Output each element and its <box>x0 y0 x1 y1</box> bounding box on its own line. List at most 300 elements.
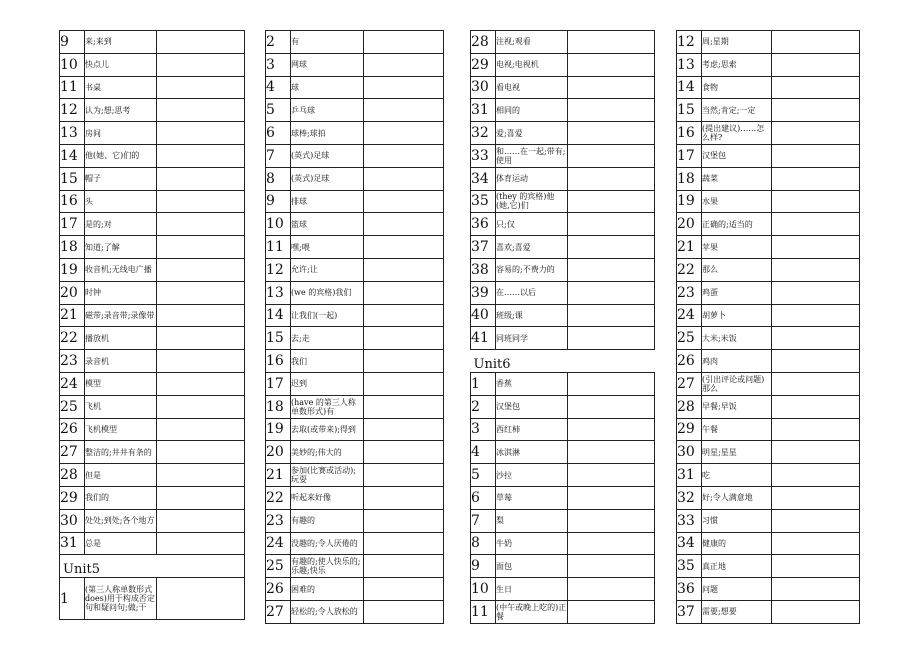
item-number: 39 <box>471 281 496 304</box>
table-row <box>266 236 444 259</box>
item-number: 17 <box>677 144 702 167</box>
item-number: 18 <box>266 395 291 418</box>
answer-blank[interactable] <box>364 350 444 373</box>
answer-blank[interactable] <box>364 509 444 532</box>
chinese-meaning: 我们 <box>291 350 364 373</box>
item-number: 36 <box>677 578 702 601</box>
chinese-meaning: 相同的 <box>496 99 568 122</box>
chinese-meaning: 总是 <box>85 532 157 555</box>
chinese-meaning: 处处;到处;各个地方 <box>85 509 157 532</box>
chinese-meaning: 认为;想;思考 <box>85 99 157 122</box>
item-number: 32 <box>471 122 496 145</box>
table-row <box>471 281 655 304</box>
answer-blank[interactable] <box>772 509 860 532</box>
table-row <box>471 509 655 532</box>
answer-blank[interactable] <box>157 327 245 350</box>
item-number: 32 <box>677 486 702 509</box>
answer-blank[interactable] <box>568 509 655 532</box>
answer-blank[interactable] <box>157 122 245 145</box>
answer-blank[interactable] <box>772 441 860 464</box>
item-number: 33 <box>471 144 496 167</box>
table-row <box>60 190 245 213</box>
table-row <box>677 304 860 327</box>
chinese-meaning: 健康的 <box>702 532 772 555</box>
item-number: 16 <box>60 190 85 213</box>
answer-blank[interactable] <box>157 509 245 532</box>
answer-blank[interactable] <box>157 578 245 620</box>
answer-blank[interactable] <box>568 395 655 418</box>
chinese-meaning: 只;仅 <box>496 213 568 236</box>
chinese-meaning: 看电视 <box>496 76 568 99</box>
chinese-meaning: 来;来到 <box>85 31 157 54</box>
answer-blank[interactable] <box>364 53 444 76</box>
table-row <box>266 441 444 464</box>
table-row <box>266 53 444 76</box>
table-row <box>677 555 860 578</box>
answer-blank[interactable] <box>157 464 245 487</box>
answer-blank[interactable] <box>157 395 245 418</box>
chinese-meaning: 大米;米饭 <box>702 327 772 350</box>
item-number: 9 <box>266 190 291 213</box>
answer-blank[interactable] <box>157 304 245 327</box>
answer-blank[interactable] <box>568 372 655 395</box>
table-row <box>471 304 655 327</box>
answer-blank[interactable] <box>364 144 444 167</box>
item-number: 13 <box>677 53 702 76</box>
answer-blank[interactable] <box>568 327 655 350</box>
item-number: 9 <box>60 31 85 54</box>
answer-blank[interactable] <box>364 600 444 623</box>
chinese-meaning: 轻松的;令人放松的 <box>291 600 364 623</box>
answer-blank[interactable] <box>772 144 860 167</box>
chinese-meaning: 早餐;早饭 <box>702 395 772 418</box>
item-number: 9 <box>471 555 496 578</box>
answer-blank[interactable] <box>364 236 444 259</box>
answer-blank[interactable] <box>772 236 860 259</box>
chinese-meaning: 但是 <box>85 464 157 487</box>
table-row <box>60 327 245 350</box>
chinese-meaning: (have 的第三人称单数形式)有 <box>291 395 364 418</box>
answer-blank[interactable] <box>364 418 444 441</box>
chinese-meaning: 生日 <box>496 578 568 601</box>
chinese-meaning: (第三人称单数形式 does)用于构成否定句和疑问句;做;干 <box>85 578 157 620</box>
item-number: 15 <box>677 99 702 122</box>
answer-blank[interactable] <box>364 532 444 555</box>
chinese-meaning: (英式)足球 <box>291 144 364 167</box>
table-row <box>677 418 860 441</box>
answer-blank[interactable] <box>568 464 655 487</box>
item-number: 37 <box>471 236 496 259</box>
item-number: 20 <box>266 441 291 464</box>
table-row <box>471 236 655 259</box>
table-row <box>677 31 860 54</box>
unit-heading-row <box>60 555 245 578</box>
unit-heading: Unit5 <box>60 555 245 578</box>
chinese-meaning: 飞机 <box>85 395 157 418</box>
chinese-meaning: 播放机 <box>85 327 157 350</box>
answer-blank[interactable] <box>157 31 245 54</box>
chinese-meaning: 有趣的;使人快乐的;乐趣;快乐 <box>291 555 364 578</box>
vocab-column-3 <box>470 30 655 624</box>
table-row <box>60 76 245 99</box>
table-row <box>266 578 444 601</box>
item-number: 26 <box>60 418 85 441</box>
item-number: 30 <box>60 509 85 532</box>
chinese-meaning: 头 <box>85 190 157 213</box>
table-row <box>677 144 860 167</box>
answer-blank[interactable] <box>364 372 444 395</box>
vocab-table <box>59 30 245 620</box>
item-number: 16 <box>266 350 291 373</box>
table-row <box>677 258 860 281</box>
chinese-meaning: 问题 <box>702 578 772 601</box>
table-row <box>471 532 655 555</box>
answer-blank[interactable] <box>157 532 245 555</box>
chinese-meaning: 迟到 <box>291 372 364 395</box>
table-row <box>471 190 655 213</box>
chinese-meaning: 我们的 <box>85 486 157 509</box>
answer-blank[interactable] <box>364 464 444 487</box>
answer-blank[interactable] <box>568 578 655 601</box>
item-number: 25 <box>266 555 291 578</box>
table-row <box>60 350 245 373</box>
item-number: 23 <box>60 350 85 373</box>
table-row <box>266 532 444 555</box>
item-number: 5 <box>471 464 496 487</box>
table-row <box>471 578 655 601</box>
table-row <box>60 441 245 464</box>
answer-blank[interactable] <box>157 99 245 122</box>
table-row <box>60 464 245 487</box>
answer-blank[interactable] <box>772 213 860 236</box>
answer-blank[interactable] <box>772 122 860 145</box>
chinese-meaning: 苹果 <box>702 236 772 259</box>
chinese-meaning: 午餐 <box>702 418 772 441</box>
answer-blank[interactable] <box>568 258 655 281</box>
table-row <box>471 418 655 441</box>
item-number: 25 <box>60 395 85 418</box>
vocab-table <box>265 30 444 624</box>
answer-blank[interactable] <box>364 327 444 350</box>
answer-blank[interactable] <box>364 122 444 145</box>
answer-blank[interactable] <box>772 31 860 54</box>
table-row <box>266 600 444 623</box>
item-number: 28 <box>471 31 496 54</box>
item-number: 15 <box>60 167 85 190</box>
answer-blank[interactable] <box>364 441 444 464</box>
answer-blank[interactable] <box>772 99 860 122</box>
item-number: 28 <box>60 464 85 487</box>
table-row <box>471 99 655 122</box>
answer-blank[interactable] <box>568 190 655 213</box>
answer-blank[interactable] <box>364 258 444 281</box>
answer-blank[interactable] <box>568 532 655 555</box>
answer-blank[interactable] <box>157 258 245 281</box>
chinese-meaning: 时钟 <box>85 281 157 304</box>
item-number: 2 <box>266 31 291 54</box>
table-row <box>60 144 245 167</box>
table-row <box>471 372 655 395</box>
answer-blank[interactable] <box>364 578 444 601</box>
chinese-meaning: 有 <box>291 31 364 54</box>
chinese-meaning: 在……以后 <box>496 281 568 304</box>
chinese-meaning: 球 <box>291 76 364 99</box>
chinese-meaning: 牛奶 <box>496 532 568 555</box>
chinese-meaning: 真正地 <box>702 555 772 578</box>
answer-blank[interactable] <box>772 578 860 601</box>
item-number: 35 <box>677 555 702 578</box>
table-row <box>266 122 444 145</box>
chinese-meaning: 排球 <box>291 190 364 213</box>
answer-blank[interactable] <box>772 281 860 304</box>
chinese-meaning: 习惯 <box>702 509 772 532</box>
chinese-meaning: 嘿;喂 <box>291 236 364 259</box>
item-number: 10 <box>471 578 496 601</box>
chinese-meaning: 困难的 <box>291 578 364 601</box>
answer-blank[interactable] <box>568 418 655 441</box>
answer-blank[interactable] <box>772 555 860 578</box>
table-row <box>677 486 860 509</box>
answer-blank[interactable] <box>568 31 655 54</box>
chinese-meaning: 允许;让 <box>291 258 364 281</box>
table-row <box>266 31 444 54</box>
vocab-table <box>470 30 655 624</box>
answer-blank[interactable] <box>772 464 860 487</box>
answer-blank[interactable] <box>157 281 245 304</box>
answer-blank[interactable] <box>157 418 245 441</box>
answer-blank[interactable] <box>364 555 444 578</box>
item-number: 30 <box>677 441 702 464</box>
answer-blank[interactable] <box>157 190 245 213</box>
item-number: 14 <box>266 304 291 327</box>
item-number: 11 <box>60 76 85 99</box>
answer-blank[interactable] <box>157 486 245 509</box>
answer-blank[interactable] <box>364 304 444 327</box>
chinese-meaning: 需要;想要 <box>702 600 772 623</box>
item-number: 6 <box>471 486 496 509</box>
chinese-meaning: (引出评论或问题)那么 <box>702 372 772 395</box>
table-row <box>677 190 860 213</box>
answer-blank[interactable] <box>568 600 655 623</box>
item-number: 40 <box>471 304 496 327</box>
table-row <box>266 509 444 532</box>
item-number: 22 <box>60 327 85 350</box>
chinese-meaning: 喜欢;喜爱 <box>496 236 568 259</box>
chinese-meaning: 和……在一起;带有;使用 <box>496 144 568 167</box>
table-row <box>471 395 655 418</box>
table-row <box>677 167 860 190</box>
chinese-meaning: 好;令人满意地 <box>702 486 772 509</box>
chinese-meaning: 是的;对 <box>85 213 157 236</box>
item-number: 36 <box>471 213 496 236</box>
answer-blank[interactable] <box>364 213 444 236</box>
answer-blank[interactable] <box>568 555 655 578</box>
answer-blank[interactable] <box>568 304 655 327</box>
table-row <box>60 395 245 418</box>
chinese-meaning: 汉堡包 <box>496 395 568 418</box>
chinese-meaning: 西红柿 <box>496 418 568 441</box>
chinese-meaning: (中午或晚上吃的)正餐 <box>496 600 568 623</box>
answer-blank[interactable] <box>772 190 860 213</box>
chinese-meaning: 网球 <box>291 53 364 76</box>
table-row <box>60 236 245 259</box>
answer-blank[interactable] <box>157 144 245 167</box>
chinese-meaning: (英式)足球 <box>291 167 364 190</box>
answer-blank[interactable] <box>364 190 444 213</box>
answer-blank[interactable] <box>157 441 245 464</box>
chinese-meaning: 考虑;思索 <box>702 53 772 76</box>
answer-blank[interactable] <box>568 144 655 167</box>
answer-blank[interactable] <box>568 122 655 145</box>
item-number: 6 <box>266 122 291 145</box>
table-row <box>266 304 444 327</box>
answer-blank[interactable] <box>772 418 860 441</box>
item-number: 14 <box>60 144 85 167</box>
item-number: 19 <box>60 258 85 281</box>
item-number: 1 <box>471 372 496 395</box>
answer-blank[interactable] <box>364 395 444 418</box>
chinese-meaning: 容易的;不费力的 <box>496 258 568 281</box>
table-row <box>677 236 860 259</box>
answer-blank[interactable] <box>568 99 655 122</box>
table-row <box>471 327 655 350</box>
table-row <box>60 281 245 304</box>
table-row <box>471 258 655 281</box>
answer-blank[interactable] <box>157 236 245 259</box>
item-number: 38 <box>471 258 496 281</box>
chinese-meaning: 正确的;适当的 <box>702 213 772 236</box>
item-number: 21 <box>60 304 85 327</box>
vocab-table <box>676 30 860 624</box>
answer-blank[interactable] <box>364 76 444 99</box>
table-row <box>677 327 860 350</box>
item-number: 13 <box>60 122 85 145</box>
answer-blank[interactable] <box>772 167 860 190</box>
table-row <box>677 578 860 601</box>
answer-blank[interactable] <box>568 213 655 236</box>
table-row <box>677 532 860 555</box>
answer-blank[interactable] <box>157 167 245 190</box>
table-row <box>266 190 444 213</box>
table-row <box>60 31 245 54</box>
chinese-meaning: 当然;肯定;一定 <box>702 99 772 122</box>
table-row <box>677 395 860 418</box>
table-row <box>266 464 444 487</box>
item-number: 8 <box>471 532 496 555</box>
item-number: 19 <box>266 418 291 441</box>
answer-blank[interactable] <box>364 281 444 304</box>
answer-blank[interactable] <box>568 167 655 190</box>
chinese-meaning: 整洁的;井井有条的 <box>85 441 157 464</box>
chinese-meaning: 乒乓球 <box>291 99 364 122</box>
answer-blank[interactable] <box>772 327 860 350</box>
answer-blank[interactable] <box>772 304 860 327</box>
answer-blank[interactable] <box>157 372 245 395</box>
answer-blank[interactable] <box>772 486 860 509</box>
chinese-meaning: 录音机 <box>85 350 157 373</box>
item-number: 20 <box>677 213 702 236</box>
chinese-meaning: 听起来好像 <box>291 486 364 509</box>
chinese-meaning: 胡萝卜 <box>702 304 772 327</box>
table-row <box>266 258 444 281</box>
answer-blank[interactable] <box>364 31 444 54</box>
answer-blank[interactable] <box>568 281 655 304</box>
chinese-meaning: (they 的宾格)他(她,它)们 <box>496 190 568 213</box>
chinese-meaning: (we 的宾格)我们 <box>291 281 364 304</box>
chinese-meaning: 同班同学 <box>496 327 568 350</box>
answer-blank[interactable] <box>772 372 860 395</box>
table-row <box>266 327 444 350</box>
item-number: 18 <box>677 167 702 190</box>
chinese-meaning: 草莓 <box>496 486 568 509</box>
answer-blank[interactable] <box>364 486 444 509</box>
item-number: 26 <box>677 350 702 373</box>
table-row <box>60 486 245 509</box>
table-row <box>471 486 655 509</box>
item-number: 26 <box>266 578 291 601</box>
chinese-meaning: 梨 <box>496 509 568 532</box>
answer-blank[interactable] <box>568 236 655 259</box>
item-number: 7 <box>266 144 291 167</box>
answer-blank[interactable] <box>157 53 245 76</box>
answer-blank[interactable] <box>157 213 245 236</box>
answer-blank[interactable] <box>157 350 245 373</box>
table-row <box>60 53 245 76</box>
chinese-meaning: 飞机模型 <box>85 418 157 441</box>
answer-blank[interactable] <box>568 76 655 99</box>
answer-blank[interactable] <box>772 350 860 373</box>
table-row <box>471 76 655 99</box>
answer-blank[interactable] <box>568 441 655 464</box>
answer-blank[interactable] <box>568 486 655 509</box>
chinese-meaning: 房间 <box>85 122 157 145</box>
answer-blank[interactable] <box>772 600 860 623</box>
chinese-meaning: 那么 <box>702 258 772 281</box>
answer-blank[interactable] <box>364 99 444 122</box>
item-number: 28 <box>677 395 702 418</box>
item-number: 4 <box>471 441 496 464</box>
answer-blank[interactable] <box>772 532 860 555</box>
item-number: 17 <box>266 372 291 395</box>
item-number: 21 <box>266 464 291 487</box>
answer-blank[interactable] <box>157 76 245 99</box>
item-number: 5 <box>266 99 291 122</box>
answer-blank[interactable] <box>364 167 444 190</box>
table-row <box>677 53 860 76</box>
answer-blank[interactable] <box>772 258 860 281</box>
item-number: 2 <box>471 395 496 418</box>
table-row <box>266 350 444 373</box>
chinese-meaning: 爱;喜爱 <box>496 122 568 145</box>
chinese-meaning: 鸡蛋 <box>702 281 772 304</box>
item-number: 34 <box>677 532 702 555</box>
item-number: 13 <box>266 281 291 304</box>
chinese-meaning: 美妙的;伟大的 <box>291 441 364 464</box>
table-row <box>677 464 860 487</box>
table-row <box>266 167 444 190</box>
answer-blank[interactable] <box>772 53 860 76</box>
answer-blank[interactable] <box>772 76 860 99</box>
vocab-column-2 <box>265 30 444 624</box>
table-row <box>677 372 860 395</box>
chinese-meaning: 磁带;录音带;录像带 <box>85 304 157 327</box>
item-number: 29 <box>471 53 496 76</box>
chinese-meaning: 球棒;球拍 <box>291 122 364 145</box>
answer-blank[interactable] <box>568 53 655 76</box>
item-number: 10 <box>60 53 85 76</box>
item-number: 7 <box>471 509 496 532</box>
answer-blank[interactable] <box>772 395 860 418</box>
